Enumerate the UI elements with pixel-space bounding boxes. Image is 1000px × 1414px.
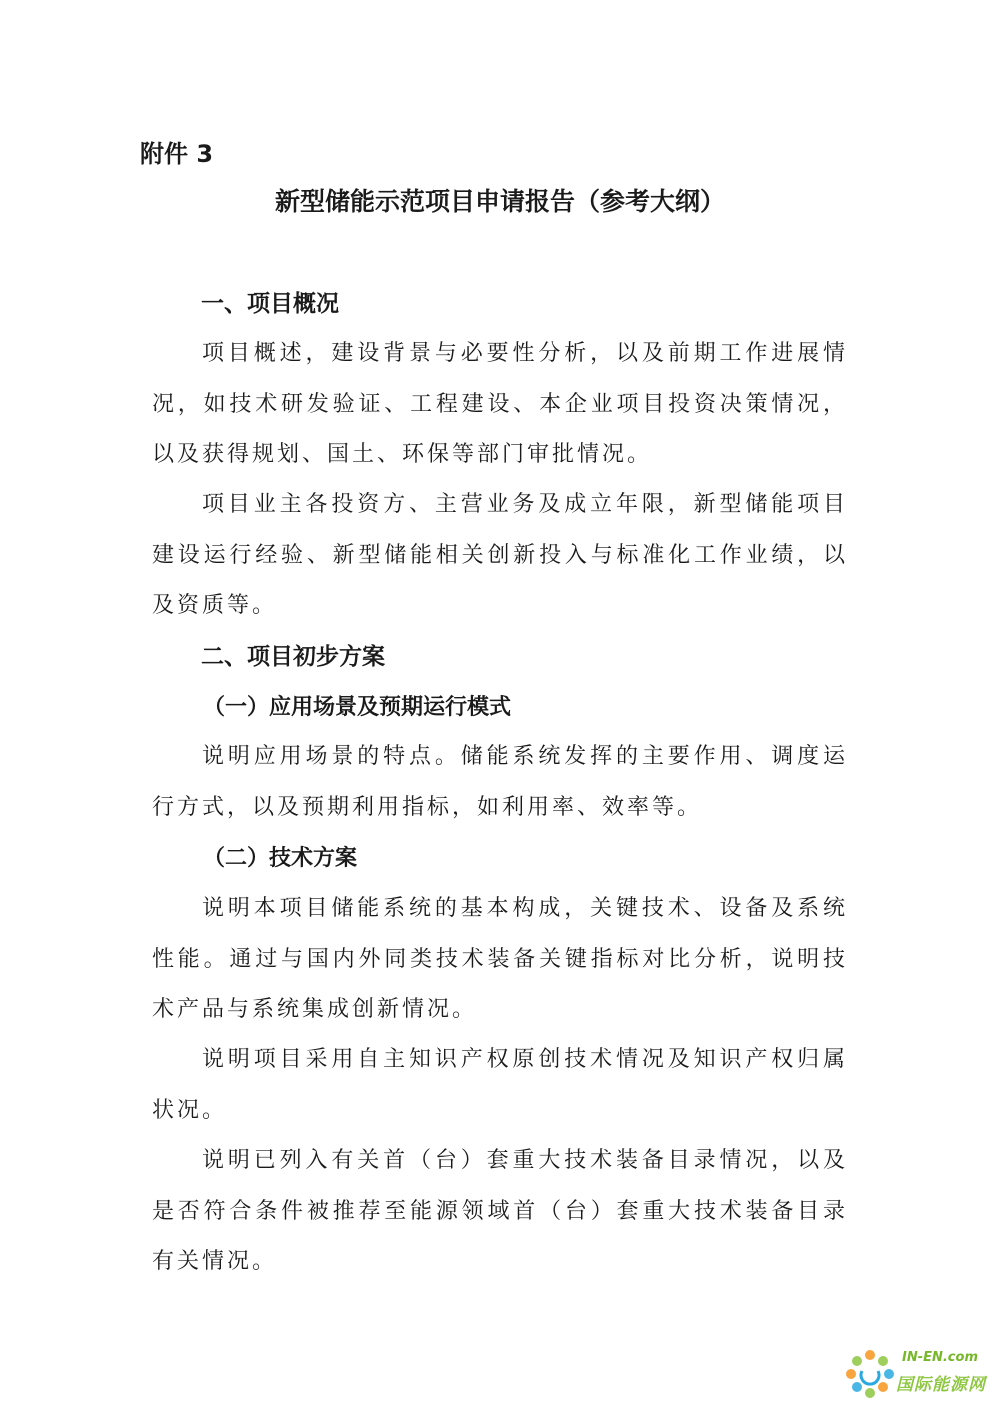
section-1-paragraph-1: 项目概述，建设背景与必要性分析，以及前期工作进展情况，如技术研发验证、工程建设、本企业项目投资决策情况，以及获得规划、国土、环保等部门审批情况。	[152, 341, 848, 467]
subsection-2-heading: （二）技术方案	[203, 845, 358, 871]
attachment-label: 附件 3	[140, 140, 214, 168]
section-1-paragraph-2: 项目业主各投资方、主营业务及成立年限，新型储能项目建设运行经验、新型储能相关创新投入与标准化工作业绩，以及资质等。	[152, 492, 848, 618]
subsection-2-paragraph-1: 说明本项目储能系统的基本构成，关键技术、设备及系统性能。通过与国内外同类技术装备关键指标对比分析，说明技术产品与系统集成创新情况。	[152, 896, 848, 1022]
subsection-1-heading: （一）应用场景及预期运行模式	[203, 694, 512, 720]
section-2-heading: 二、项目初步方案	[201, 644, 385, 670]
subsection-2-paragraph-3: 说明已列入有关首（台）套重大技术装备目录情况，以及是否符合条件被推荐至能源领域首（台）套重大技术装备目录有关情况。	[152, 1148, 848, 1274]
subsection-1-paragraph: 说明应用场景的特点。储能系统发挥的主要作用、调度运行方式，以及预期利用指标，如利用率、效率等。	[152, 744, 848, 820]
watermark-cn-text: 国际能源网	[896, 1375, 986, 1395]
section-1-heading: 一、项目概况	[201, 291, 339, 317]
watermark-logo	[844, 1346, 994, 1402]
sun-flower-icon	[844, 1346, 900, 1402]
subsection-2-paragraph-2: 说明项目采用自主知识产权原创技术情况及知识产权归属状况。	[152, 1047, 848, 1123]
document-title: 新型储能示范项目申请报告（参考大纲）	[274, 187, 725, 216]
watermark-en-text: IN-EN.com	[902, 1350, 978, 1365]
